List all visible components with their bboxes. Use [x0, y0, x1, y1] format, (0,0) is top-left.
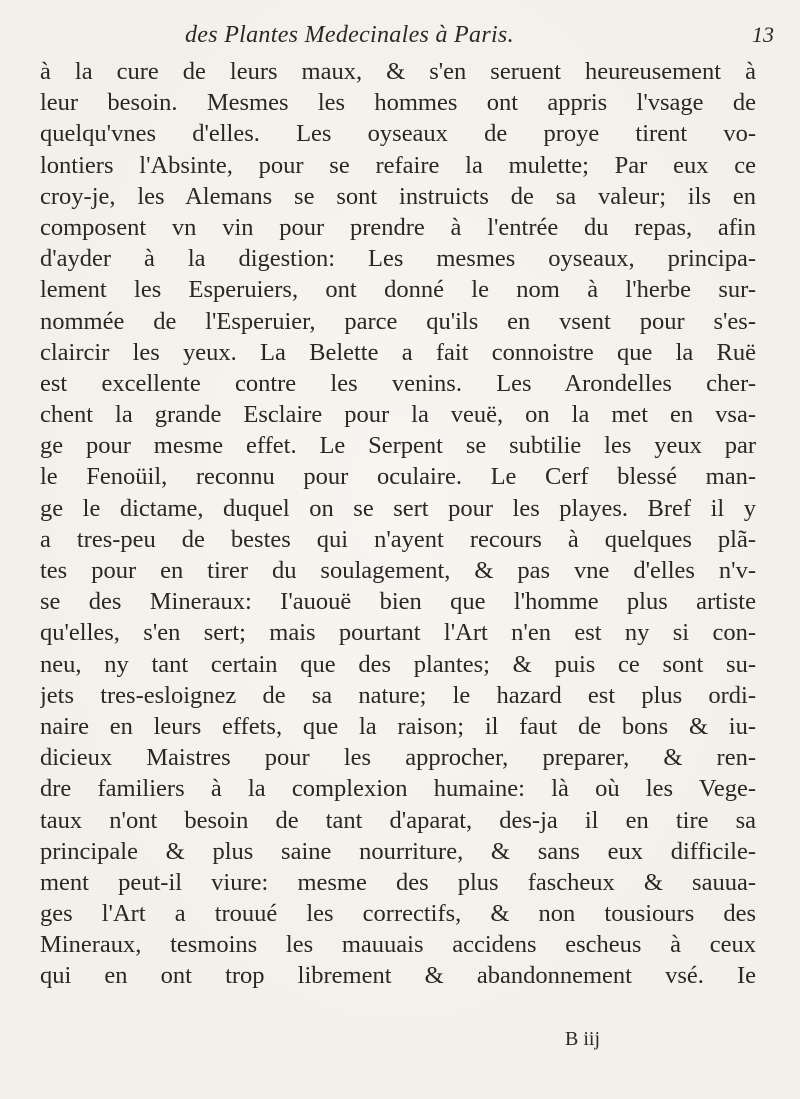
text-line: ge le dictame, duquel on se sert pour les playes. Bref il y: [40, 494, 756, 522]
text-line: lement les Esperuiers, ont donné le nom à l'herbe sur-: [40, 276, 756, 304]
text-line: principale & plus saine nourriture, & sans eux difficile-: [40, 837, 756, 865]
text-line: neu, ny tant certain que des plantes; & puis ce sont su-: [40, 650, 756, 678]
text-line: tes pour en tirer du soulagement, & pas vne d'elles n'v-: [40, 557, 756, 584]
text-line: dicieux Maistres pour les approcher, preparer, & ren-: [40, 744, 756, 772]
text-line: ges l'Art a trouué les correctifs, & non tousiours des: [40, 900, 756, 928]
text-line: est excellente contre les venins. Les Arondelles cher-: [40, 369, 756, 397]
text-line: ment peut-il viure: mesme des plus fascheux & sauua-: [40, 868, 756, 896]
text-line: qu'elles, s'en sert; mais pourtant l'Art n'en est ny si con-: [40, 619, 756, 647]
text-line: chent la grande Esclaire pour la veuë, on la met en vsa-: [40, 401, 756, 429]
text-line: jets tres-esloignez de sa nature; le hazard est plus ordi-: [40, 681, 756, 709]
text-line: croy-je, les Alemans se sont instruicts de sa valeur; ils en: [40, 182, 756, 210]
running-title: des Plantes Medecinales à Paris.: [185, 22, 514, 48]
text-line: se des Mineraux: I'auouë bien que l'homme plus artiste: [40, 588, 756, 616]
text-line: qui en ont trop librement & abandonnement vsé. Ie: [40, 962, 756, 990]
text-line: Mineraux, tesmoins les mauuais accidens escheus à ceux: [40, 931, 756, 959]
body-text: [40, 56, 756, 992]
page-number: 13: [752, 22, 774, 47]
text-line: d'ayder à la digestion: Les mesmes oyseaux, principa-: [40, 245, 756, 273]
text-line: leur besoin. Mesmes les hommes ont appris l'vsage de: [40, 89, 756, 117]
text-line: taux n'ont besoin de tant d'aparat, des-ja il en tire sa: [40, 806, 756, 834]
text-line: quelqu'vnes d'elles. Les oyseaux de proye tirent vo-: [40, 120, 756, 148]
text-line: a tres-peu de bestes qui n'ayent recours à quelques plã-: [40, 525, 756, 553]
text-line: le Fenoüil, reconnu pour oculaire. Le Cerf blessé man-: [40, 463, 756, 491]
text-line: dre familiers à la complexion humaine: là où les Vege-: [40, 775, 756, 803]
text-line: composent vn vin pour prendre à l'entrée du repas, afin: [40, 213, 756, 241]
signature-mark: B iij: [565, 1028, 601, 1050]
text-line: nommée de l'Esperuier, parce qu'ils en vsent pour s'es-: [40, 307, 756, 335]
text-line: naire en leurs effets, que la raison; il faut de bons & iu-: [40, 712, 756, 740]
text-line: à la cure de leurs maux, & s'en seruent heureusement à: [40, 58, 756, 85]
text-line: claircir les yeux. La Belette a fait connoistre que la Ruë: [40, 338, 756, 366]
text-line: ge pour mesme effet. Le Serpent se subtilie les yeux par: [40, 432, 756, 460]
text-line: lontiers l'Absinte, pour se refaire la mulette; Par eux ce: [40, 151, 756, 179]
